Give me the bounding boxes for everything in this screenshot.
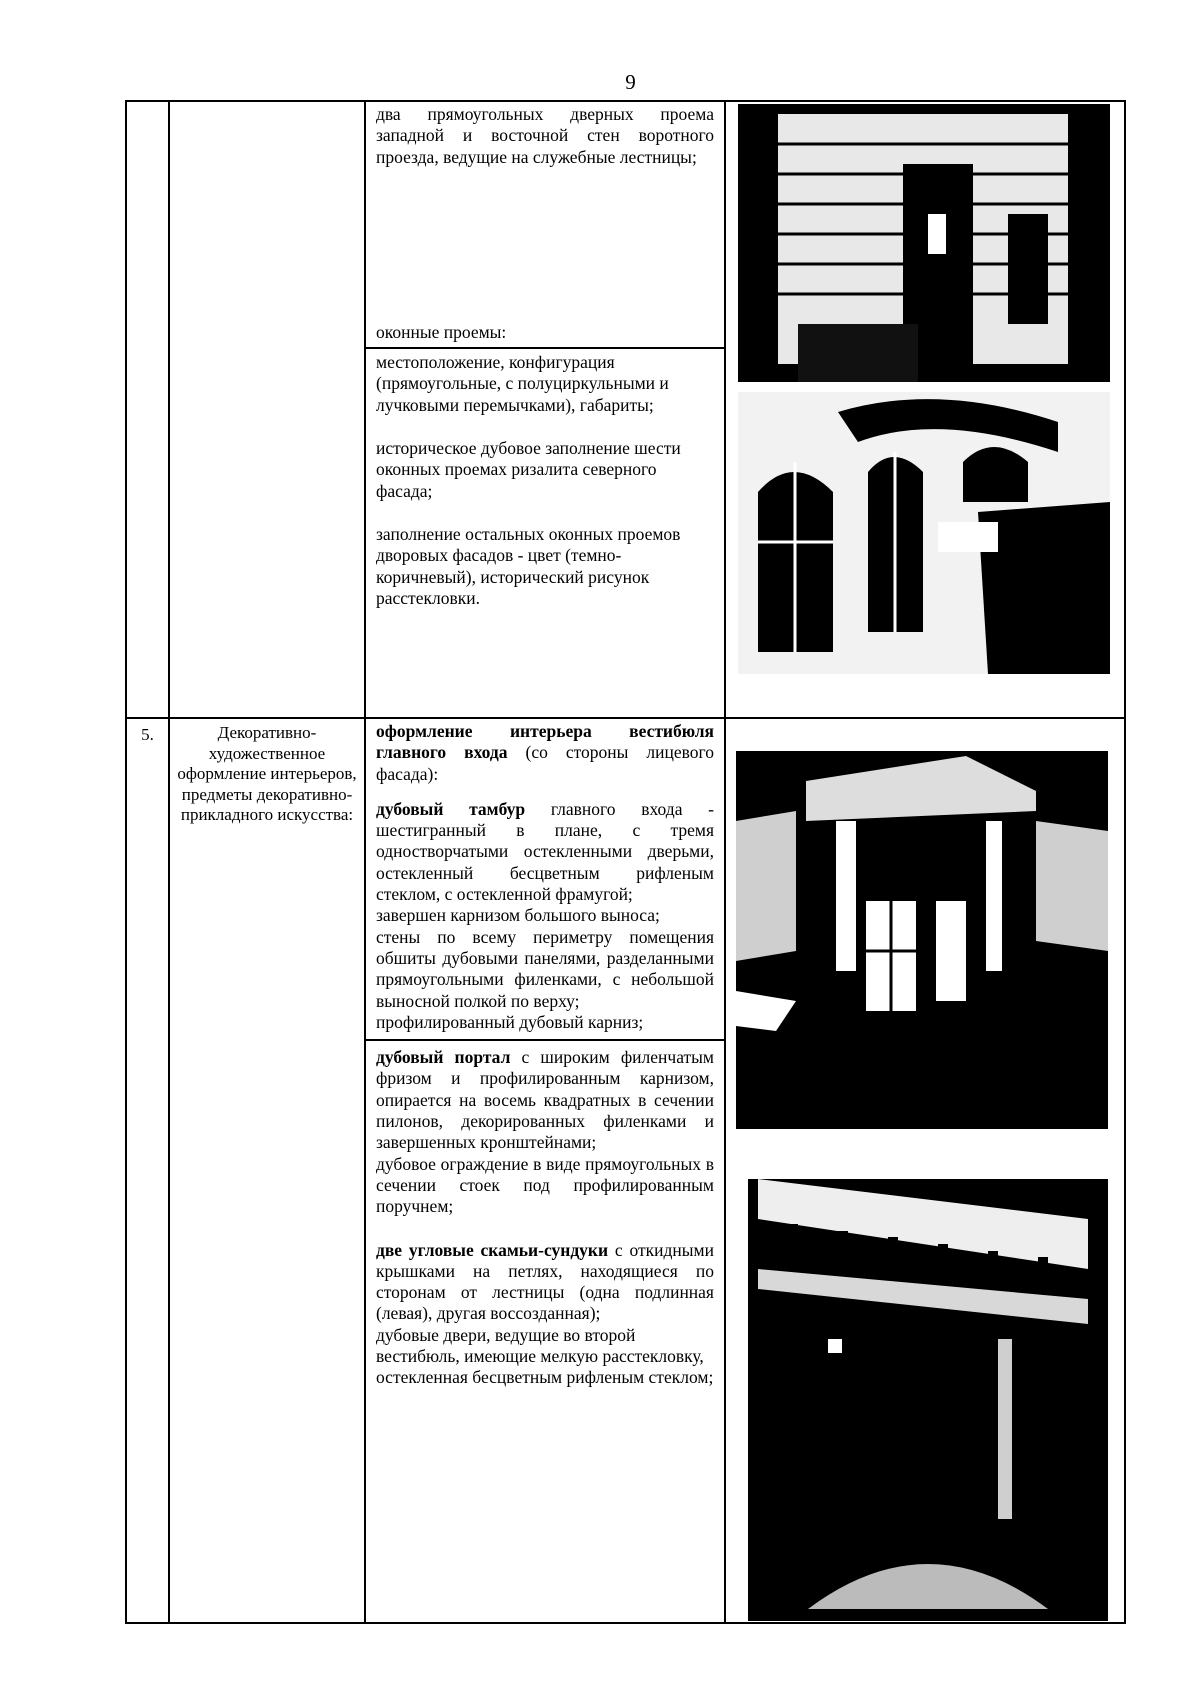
portal-bold: дубовый портал [376, 1047, 511, 1068]
tambour-paragraph [376, 799, 714, 905]
name-cell [169, 101, 365, 718]
benches-rest: с откидными крышками на петлях, находящиеся по сторонам от лестницы (одна подлинная (левая), другая воссозданная); [376, 1239, 714, 1324]
walls-paragraph: стены по всему периметру помещения обшиты дубовыми панелями, разделанными прямоугольными филенками, с небольшой выносной полкой по верху; [376, 926, 714, 1011]
table-row-5 [126, 718, 1125, 1623]
name-cell [169, 718, 365, 1623]
tambour-bold: дубовый тамбур [376, 798, 526, 819]
arched-windows-photo [738, 392, 1110, 674]
portal-paragraph [376, 1047, 714, 1153]
doorways-paragraph: два прямоугольных дверных проема западной и восточной стен воротного проезда, ведущие на служебные лестницы; [376, 104, 714, 167]
photo-cell [725, 718, 1125, 1623]
vestibule-heading [376, 721, 714, 785]
description-cell [365, 101, 725, 718]
benches-paragraph [376, 1240, 714, 1325]
portal-photo [748, 1139, 1108, 1621]
doors-paragraph: дубовые двери, ведущие во второй вестибюль, имеющие мелкую расстекловку, остекленная бесцветным рифленым стеклом; [376, 1324, 714, 1388]
item-name: Декоративно-художественное оформление интерьеров, предметы декоративно-прикладного искусства: [177, 723, 357, 824]
row-number: 5. [141, 725, 154, 744]
vestibule-heading-rest: (со стороны лицевого фасада): [376, 742, 714, 784]
description-cell [365, 718, 725, 1623]
window-configuration-paragraph: местоположение, конфигурация (прямоугольные, с полуциркульными и лучковыми перемычками), габариты; [376, 352, 669, 415]
portal-rest: с широким филенчатым фризом и профилированным карнизом, опирается на восемь квадратных в сечении пилонов, декорированных филенками и завершенных кронштейнами; [376, 1047, 714, 1153]
other-windows-paragraph: заполнение остальных оконных проемов дворовых фасадов - цвет (темно-коричневый), исторический рисунок расстекловки. [376, 523, 681, 608]
profile-cornice-paragraph: профилированный дубовый карниз; [376, 1011, 644, 1032]
fence-paragraph: дубовое ограждение в виде прямоугольных в сечении стоек под профилированным поручнем; [376, 1153, 714, 1217]
tambour-photo [736, 751, 1108, 1129]
photo-cell [725, 101, 1125, 718]
vestibule-heading-bold: оформление интерьера вестибюля главного входа [376, 721, 714, 763]
heritage-table [125, 100, 1126, 1624]
number-cell [126, 101, 169, 718]
benches-bold: две угловые скамьи-сундуки [376, 1239, 609, 1260]
cornice-paragraph: завершен карнизом большого выноса; [376, 905, 660, 926]
doorway-photo [738, 104, 1110, 382]
number-cell [126, 718, 169, 1623]
tambour-rest: главного входа - шестигранный в плане, с тремя одностворчатыми остекленными дверьми, остекленный бесцветным рифленым стеклом, с остекленной фрамугой; [376, 798, 714, 905]
oak-filling-paragraph: историческое дубовое заполнение шести оконных проемах ризалита северного фасада; [376, 438, 681, 501]
window-openings-heading: оконные проемы: [376, 321, 507, 342]
table-row-continued [126, 101, 1125, 718]
page-number: 9 [625, 70, 636, 94]
